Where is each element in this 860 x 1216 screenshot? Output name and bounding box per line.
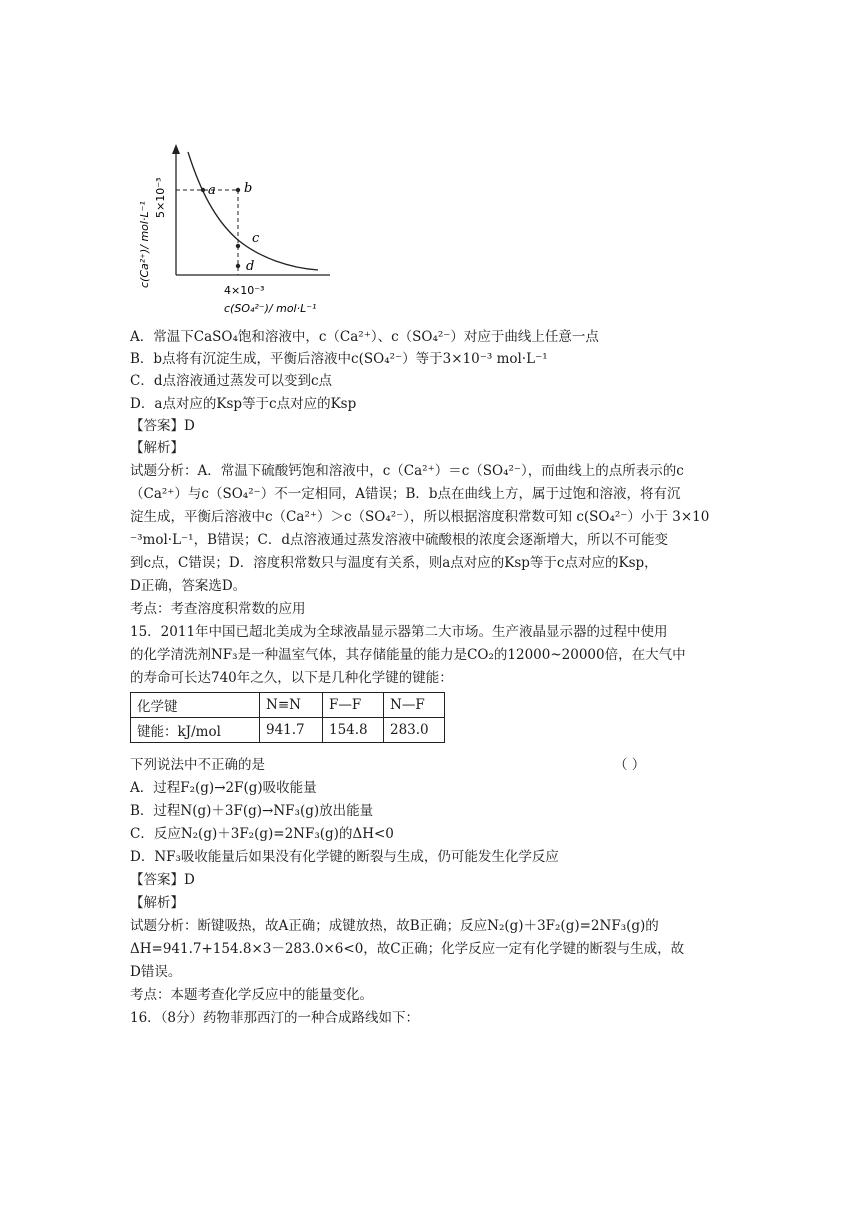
q15-analysis-line: 试题分析：断键吸热，故A正确；成键放热，故B正确；反应N₂(g)＋3F₂(g)=2NF₃(g)的 (130, 918, 659, 934)
y-axis-label: c(Ca²⁺)/ mol·L⁻¹ (138, 201, 151, 288)
q15-question: 下列说法中不正确的是 (130, 757, 265, 773)
q14-answer: 【答案】D (130, 418, 195, 434)
q14-kaodian: 考点：考查溶度积常数的应用 (130, 601, 306, 617)
ksp-plot (130, 140, 360, 320)
q14-option-c: C．d点溶液通过蒸发可以变到c点 (130, 373, 333, 389)
table-cell: 283.0 (384, 718, 445, 743)
x-tick-label: 4×10⁻³ (224, 284, 265, 297)
label-a: a (208, 183, 216, 198)
q15-option-c: C．反应N₂(g)＋3F₂(g)=2NF₃(g)的ΔH<0 (130, 826, 394, 842)
label-d: d (246, 259, 255, 274)
q14-analysis-line: 到c点，C错误；D．溶度积常数只与温度有关系，则a点对应的Ksp等于c点对应的Ksp， (130, 555, 658, 571)
point-d (236, 264, 240, 268)
q15-kaodian: 考点：本题考查化学反应中的能量变化。 (130, 987, 373, 1003)
point-a (201, 188, 205, 192)
q15-stem-line: 的寿命可长达740年之久，以下是几种化学键的键能： (130, 670, 453, 686)
q14-analysis-line: D正确，答案选D。 (130, 578, 247, 594)
label-b: b (244, 181, 253, 196)
table-cell: N≡N (260, 693, 323, 718)
q15-option-d: D．NF₃吸收能量后如果没有化学键的断裂与生成，仍可能发生化学反应 (130, 849, 559, 865)
q15-option-b: B．过程N(g)＋3F(g)→NF₃(g)放出能量 (130, 803, 374, 819)
bond-energy-table (130, 692, 445, 743)
y-tick-label: 5×10⁻³ (154, 177, 167, 218)
q14-analysis-line: 试题分析：A．常温下硫酸钙饱和溶液中，c（Ca²⁺）＝c（SO₄²⁻），而曲线上的点所表示的c (130, 463, 684, 479)
q15-analysis-line: ΔH=941.7+154.8×3－283.0×6<0，故C正确；化学反应一定有化学键的断裂与生成，故 (130, 941, 685, 957)
table-cell: N—F (384, 693, 445, 718)
table-cell: 154.8 (323, 718, 384, 743)
q15-analysis-title: 【解析】 (130, 895, 184, 911)
label-c: c (252, 231, 260, 246)
q15-stem-line: 的化学清洗剂NF₃是一种温室气体，其存储能量的能力是CO₂的12000~20000倍，在大气中 (130, 647, 686, 663)
x-axis-label: c(SO₄²⁻)/ mol·L⁻¹ (224, 302, 317, 315)
q14-analysis-line: 淀生成，平衡后溶液中c（Ca²⁺）＞c（SO₄²⁻），所以根据溶度积常数可知 c(SO₄²⁻）小于 3×10 (130, 509, 710, 525)
table-cell: 941.7 (260, 718, 323, 743)
q15-analysis-line: D错误。 (130, 964, 182, 980)
q14-analysis-title: 【解析】 (130, 440, 184, 456)
q15-answer-blank: （ ） (614, 757, 646, 773)
q15-answer: 【答案】D (130, 872, 195, 888)
table-cell: 化学键 (131, 693, 260, 718)
q14-option-d: D．a点对应的Ksp等于c点对应的Ksp (130, 396, 357, 412)
q14-analysis-line: ⁻³mol·L⁻¹，B错误；C．d点溶液通过蒸发溶液中硫酸根的浓度会逐渐增大，所以不可能变 (130, 532, 668, 548)
point-b (236, 188, 240, 192)
q16-stem: 16．（8分）药物菲那西汀的一种合成路线如下： (130, 1010, 420, 1026)
ksp-figure (130, 140, 360, 320)
table-header-row (131, 693, 445, 718)
y-axis-arrow (172, 144, 180, 154)
q14-option-b: B．b点将有沉淀生成，平衡后溶液中c(SO₄²⁻）等于3×10⁻³ mol·L⁻¹ (130, 351, 548, 367)
point-c (236, 244, 240, 248)
table-cell: 键能：kJ/mol (131, 718, 260, 743)
q15-option-a: A．过程F₂(g)→2F(g)吸收能量 (130, 780, 317, 796)
ksp-curve (188, 152, 318, 270)
table-row (131, 718, 445, 743)
q14-analysis-line: （Ca²⁺）与c（SO₄²⁻）不一定相同，A错误；B．b点在曲线上方，属于过饱和溶液，将有沉 (130, 486, 681, 502)
q14-option-a: A．常温下CaSO₄饱和溶液中，c（Ca²⁺）、c（SO₄²⁻）对应于曲线上任意一点 (130, 329, 599, 345)
q15-stem-line: 15．2011年中国已超北美成为全球液晶显示器第二大市场。生产液晶显示器的过程中使用 (130, 624, 668, 640)
table-cell: F—F (323, 693, 384, 718)
